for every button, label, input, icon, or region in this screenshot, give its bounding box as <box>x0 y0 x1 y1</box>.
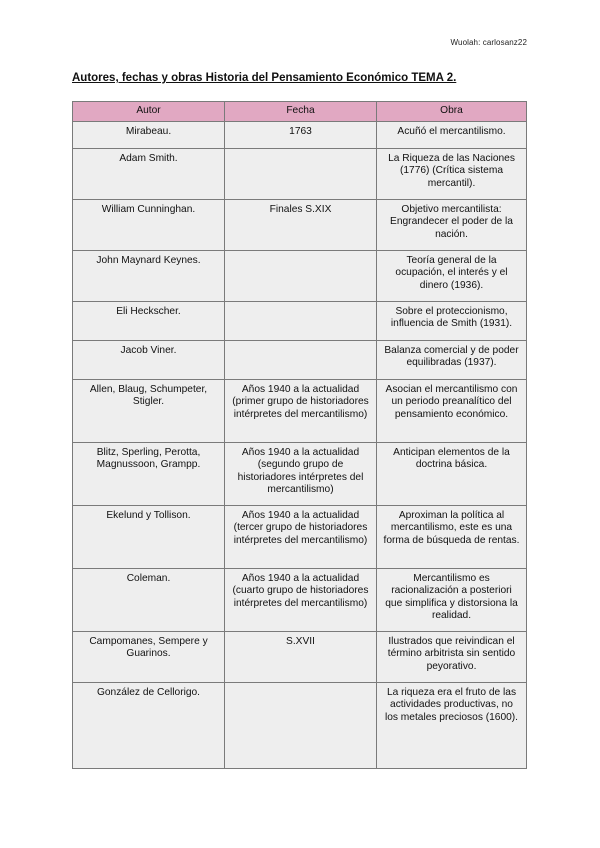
cell-author: Jacob Viner. <box>73 341 225 380</box>
column-header-author: Autor <box>73 102 225 122</box>
table-row <box>73 302 527 341</box>
table-row <box>73 506 527 569</box>
cell-date <box>225 149 377 200</box>
cell-date <box>225 302 377 341</box>
column-header-work: Obra <box>377 102 527 122</box>
cell-work: Anticipan elementos de la doctrina básica. <box>377 443 527 506</box>
table-row <box>73 683 527 769</box>
cell-work: Asocian el mercantilismo con un periodo preanalítico del pensamiento económico. <box>377 380 527 443</box>
cell-work: Balanza comercial y de poder equilibradas (1937). <box>377 341 527 380</box>
table-row <box>73 341 527 380</box>
table-row <box>73 122 527 149</box>
table-row <box>73 200 527 251</box>
cell-date: Años 1940 a la actualidad (segundo grupo de historiadores intérpretes del mercantilismo) <box>225 443 377 506</box>
cell-work: Aproximan la política al mercantilismo, este es una forma de búsqueda de rentas. <box>377 506 527 569</box>
column-header-date: Fecha <box>225 102 377 122</box>
cell-date: Años 1940 a la actualidad (tercer grupo de historiadores intérpretes del mercantilismo) <box>225 506 377 569</box>
table-header-row <box>73 102 527 122</box>
cell-work: Ilustrados que reivindican el término arbitrista sin sentido peyorativo. <box>377 632 527 683</box>
table-row <box>73 569 527 632</box>
cell-work: La riqueza era el fruto de las actividades productivas, no los metales preciosos (1600). <box>377 683 527 769</box>
cell-date: S.XVII <box>225 632 377 683</box>
cell-author: Adam Smith. <box>73 149 225 200</box>
cell-author: Campomanes, Sempere y Guarinos. <box>73 632 225 683</box>
table-row <box>73 632 527 683</box>
cell-author: William Cunninghan. <box>73 200 225 251</box>
cell-date <box>225 251 377 302</box>
cell-work: Objetivo mercantilista: Engrandecer el poder de la nación. <box>377 200 527 251</box>
table-row <box>73 443 527 506</box>
cell-date: Años 1940 a la actualidad (cuarto grupo de historiadores intérpretes del mercantilismo) <box>225 569 377 632</box>
cell-date: Finales S.XIX <box>225 200 377 251</box>
cell-work: Acuñó el mercantilismo. <box>377 122 527 149</box>
table-row <box>73 380 527 443</box>
cell-author: John Maynard Keynes. <box>73 251 225 302</box>
cell-author: Blitz, Sperling, Perotta, Magnussoon, Grampp. <box>73 443 225 506</box>
cell-author: Ekelund y Tollison. <box>73 506 225 569</box>
table-row <box>73 251 527 302</box>
cell-date <box>225 683 377 769</box>
cell-author: Allen, Blaug, Schumpeter, Stigler. <box>73 380 225 443</box>
cell-date: Años 1940 a la actualidad (primer grupo de historiadores intérpretes del mercantilismo) <box>225 380 377 443</box>
table-row <box>73 149 527 200</box>
cell-author: Eli Heckscher. <box>73 302 225 341</box>
cell-work: La Riqueza de las Naciones (1776) (Crítica sistema mercantil). <box>377 149 527 200</box>
cell-work: Sobre el proteccionismo, influencia de Smith (1931). <box>377 302 527 341</box>
document-title: Autores, fechas y obras Historia del Pensamiento Económico TEMA 2. <box>72 72 457 84</box>
cell-author: Coleman. <box>73 569 225 632</box>
cell-author: González de Cellorigo. <box>73 683 225 769</box>
cell-date: 1763 <box>225 122 377 149</box>
cell-date <box>225 341 377 380</box>
watermark: Wuolah: carlosanz22 <box>450 38 527 47</box>
cell-work: Mercantilismo es racionalización a posteriori que simplifica y distorsiona la realidad. <box>377 569 527 632</box>
cell-work: Teoría general de la ocupación, el interés y el dinero (1936). <box>377 251 527 302</box>
cell-author: Mirabeau. <box>73 122 225 149</box>
authors-table <box>72 101 527 769</box>
